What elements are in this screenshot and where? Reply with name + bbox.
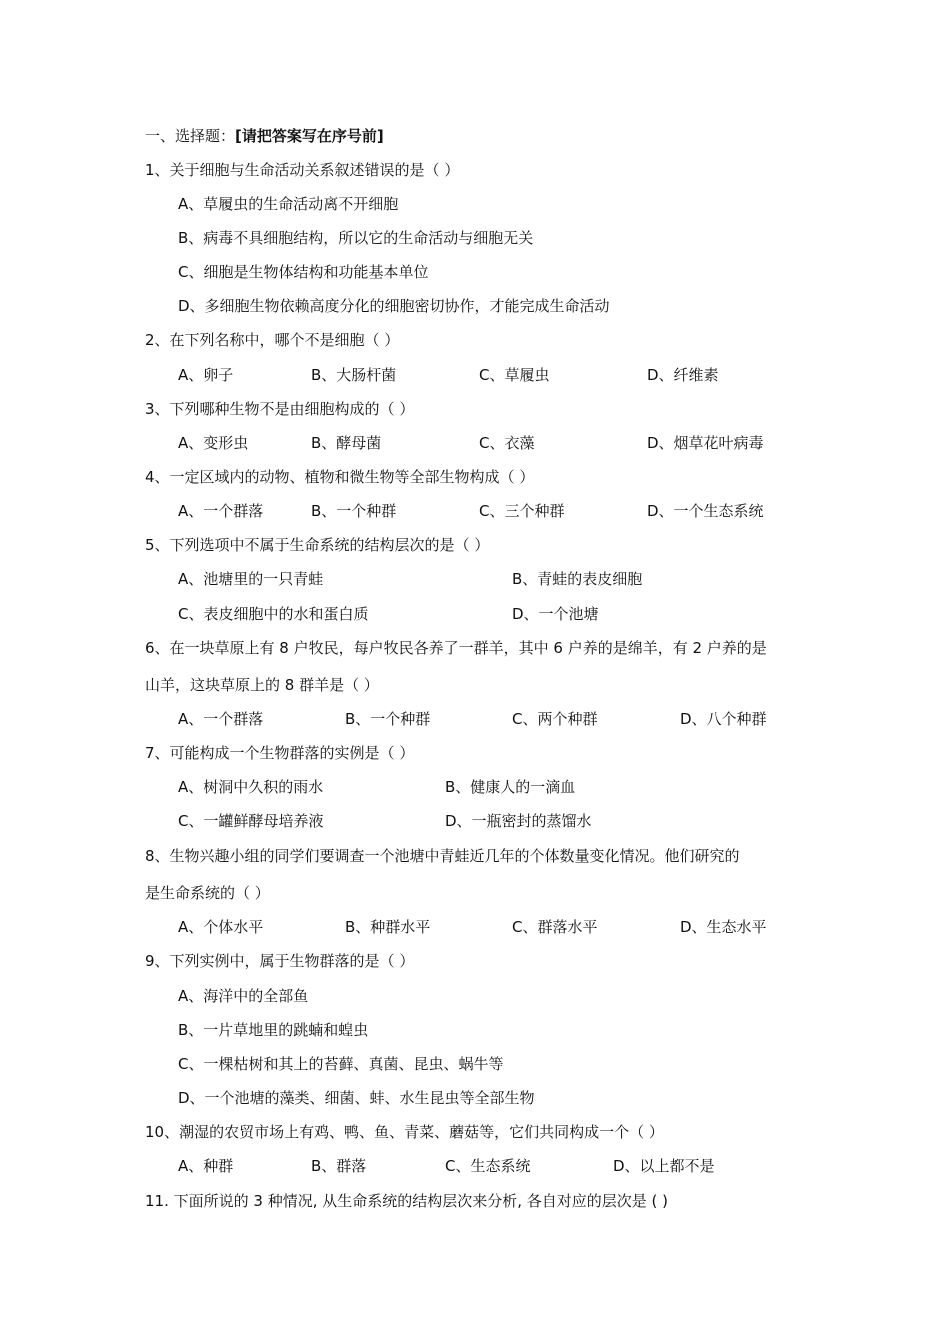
question-6-stem-line-1: 6、在一块草原上有 8 户牧民，每户牧民各养了一群羊，其中 6 户养的是绵羊，有 2 户养的是 [145,639,767,657]
question-9-stem: 9、下列实例中，属于生物群落的是（ ） [145,952,415,970]
question-5-options-row-1 [0,569,950,589]
question-3-options [0,433,950,453]
question-8-stem-line-2: 是生命系统的（ ） [145,884,270,902]
question-1-option-a: A、草履虫的生命活动离不开细胞 [178,195,399,213]
question-3-option-a: A、变形虫 [178,434,249,452]
question-10-options [0,1156,950,1176]
section-heading [0,126,950,146]
question-10-option-d: D、以上都不是 [613,1157,715,1175]
question-8-option-b: B、种群水平 [345,918,431,936]
question-7-options-row-2 [0,811,950,831]
question-6-option-a: A、一个群落 [178,710,264,728]
question-4-stem: 4、一定区域内的动物、植物和微生物等全部生物构成（ ） [145,468,535,486]
question-5-options-row-2 [0,604,950,624]
section-prefix: 一、选择题： [145,127,236,145]
question-6-option-d: D、八个种群 [680,710,767,728]
question-4-option-b: B、一个种群 [311,502,397,520]
question-1-option-c: C、细胞是生物体结构和功能基本单位 [178,263,429,281]
question-2-options [0,365,950,385]
question-7-option-c: C、一罐鲜酵母培养液 [178,812,324,830]
question-8-option-d: D、生态水平 [680,918,767,936]
question-4-options [0,501,950,521]
question-10-option-b: B、群落 [311,1157,367,1175]
question-9-option-c: C、一棵枯树和其上的苔藓、真菌、昆虫、蜗牛等 [178,1055,504,1073]
question-2-option-c: C、草履虫 [479,366,550,384]
question-5-option-a: A、池塘里的一只青蛙 [178,570,324,588]
question-9-option-b: B、一片草地里的跳蝻和蝗虫 [178,1021,369,1039]
question-5-option-c: C、表皮细胞中的水和蛋白质 [178,605,369,623]
question-1-option-d: D、多细胞生物依赖高度分化的细胞密切协作，才能完成生命活动 [178,297,610,315]
question-10-option-a: A、种群 [178,1157,234,1175]
question-3-option-d: D、烟草花叶病毒 [647,434,764,452]
question-2-option-d: D、纤维素 [647,366,719,384]
question-8-stem-line-1: 8、生物兴趣小组的同学们要调查一个池塘中青蛙近几年的个体数量变化情况。他们研究的 [145,847,740,865]
question-10-stem: 10、潮湿的农贸市场上有鸡、鸭、鱼、青菜、蘑菇等，它们共同构成一个（ ） [145,1123,664,1141]
question-6-option-b: B、一个种群 [345,710,431,728]
question-2-stem: 2、在下列名称中，哪个不是细胞（ ） [145,331,400,349]
question-8-option-a: A、个体水平 [178,918,264,936]
question-6-option-c: C、两个种群 [512,710,598,728]
question-5-option-d: D、一个池塘 [512,605,599,623]
question-8-options [0,917,950,937]
question-3-stem: 3、下列哪种生物不是由细胞构成的（ ） [145,400,415,418]
question-2-option-a: A、卵子 [178,366,234,384]
question-8-option-c: C、群落水平 [512,918,598,936]
question-7-stem: 7、可能构成一个生物群落的实例是（ ） [145,744,415,762]
question-9-option-a: A、海洋中的全部鱼 [178,987,309,1005]
question-6-stem-line-2: 山羊，这块草原上的 8 群羊是（ ） [145,676,379,694]
question-1-option-b: B、病毒不具细胞结构，所以它的生命活动与细胞无关 [178,229,534,247]
question-7-option-b: B、健康人的一滴血 [445,778,576,796]
section-instruction: [请把答案写在序号前] [235,127,384,145]
question-4-option-d: D、一个生态系统 [647,502,764,520]
question-3-option-c: C、衣藻 [479,434,535,452]
question-7-options-row-1 [0,777,950,797]
question-2-option-b: B、大肠杆菌 [311,366,397,384]
question-10-option-c: C、生态系统 [445,1157,531,1175]
question-11-stem: 11. 下面所说的 3 种情况, 从生命系统的结构层次来分析, 各自对应的层次是 ( ) [145,1192,669,1210]
question-3-option-b: B、酵母菌 [311,434,382,452]
question-4-option-a: A、一个群落 [178,502,264,520]
question-7-option-d: D、一瓶密封的蒸馏水 [445,812,592,830]
question-4-option-c: C、三个种群 [479,502,565,520]
question-7-option-a: A、树洞中久积的雨水 [178,778,324,796]
question-5-stem: 5、下列选项中不属于生命系统的结构层次的是（ ） [145,536,490,554]
question-1-stem: 1、关于细胞与生命活动关系叙述错误的是（ ） [145,161,460,179]
question-6-options [0,709,950,729]
question-5-option-b: B、青蛙的表皮细胞 [512,570,643,588]
question-9-option-d: D、一个池塘的藻类、细菌、蚌、水生昆虫等全部生物 [178,1089,535,1107]
